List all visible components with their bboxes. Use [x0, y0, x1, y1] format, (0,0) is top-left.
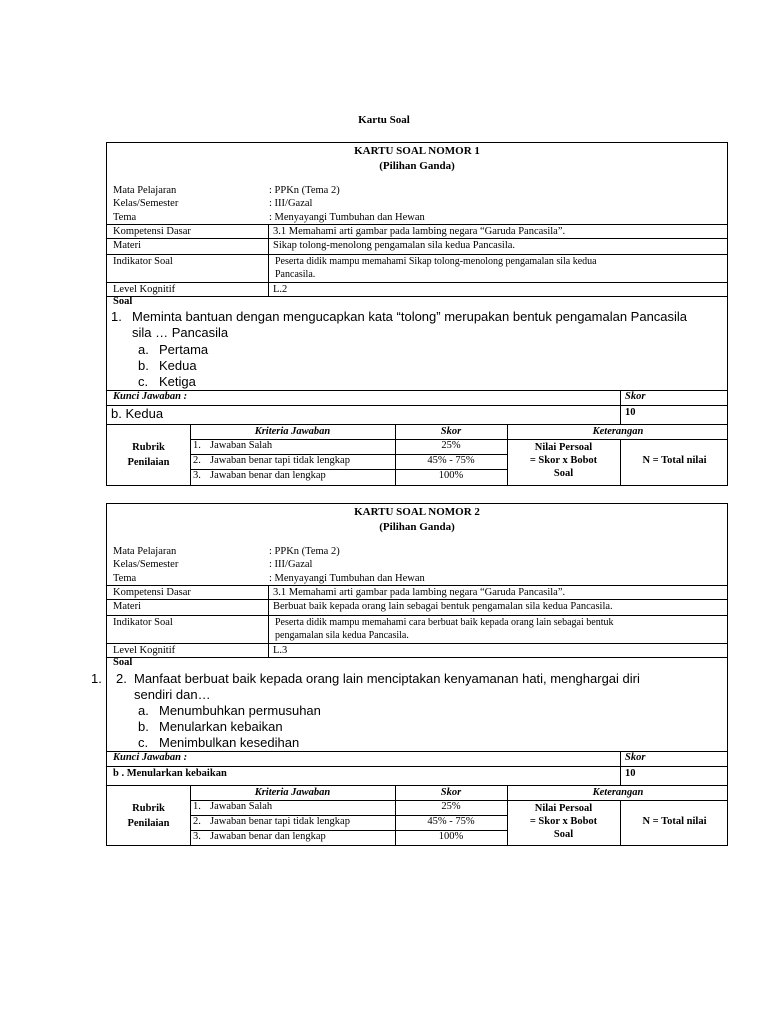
tema-label: Tema	[113, 212, 137, 223]
kriteria-text: Jawaban Salah	[210, 801, 273, 812]
skor-label: Skor	[625, 391, 646, 402]
option-letter: c.	[138, 374, 149, 389]
card-heading: KARTU SOAL NOMOR 1	[354, 145, 480, 157]
kunci-value: b. Kedua	[111, 406, 164, 421]
option-text: Pertama	[159, 342, 209, 357]
materi-label: Materi	[113, 240, 141, 251]
soal-label: Soal	[113, 657, 133, 668]
kriteria-no: 2.	[193, 816, 201, 827]
option-text: Ketiga	[159, 374, 196, 389]
document-title: Kartu Soal	[358, 114, 410, 126]
rubrik-label	[107, 440, 190, 470]
kriteria-skor-2: 45% - 75%	[427, 816, 475, 827]
option-c	[138, 374, 196, 389]
kriteria-header: Kriteria Jawaban	[254, 426, 331, 437]
kelas-label: Kelas/Semester	[113, 198, 179, 209]
skor-header: Skor	[440, 787, 462, 798]
level-value: L.2	[273, 284, 288, 295]
indikator-line-2: Pancasila.	[275, 269, 316, 280]
indikator-line-1: Peserta didik mampu memahami Sikap tolong-menolong pengamalan sila kedua	[275, 256, 597, 267]
option-text: Menularkan kebaikan	[159, 719, 283, 734]
question-text-line-2: sila … Pancasila	[132, 325, 229, 340]
option-c	[138, 735, 300, 750]
kunci-label: Kunci Jawaban :	[113, 752, 188, 763]
nilai-line-3: Soal	[553, 829, 574, 840]
kriteria-row-2	[193, 455, 350, 466]
nilai-line-1: Nilai Persoal	[534, 442, 593, 453]
rubrik-label-line-1: Rubrik	[132, 442, 165, 453]
kelas-label: Kelas/Semester	[113, 559, 179, 570]
outer-list-number: 1.	[91, 671, 102, 686]
kriteria-header: Kriteria Jawaban	[254, 787, 331, 798]
mapel-label: Mata Pelajaran	[113, 546, 177, 557]
option-letter: b.	[138, 358, 149, 373]
kriteria-no: 1.	[193, 801, 201, 812]
kunci-value: b . Menularkan kebaikan	[113, 768, 227, 779]
mapel-value: : PPKn (Tema 2)	[269, 185, 340, 196]
keterangan-header: Keterangan	[592, 426, 644, 437]
mapel-label: Mata Pelajaran	[113, 185, 177, 196]
option-b	[138, 358, 197, 373]
indikator-label: Indikator Soal	[113, 617, 173, 628]
kriteria-row-1	[193, 440, 273, 451]
option-a	[138, 342, 209, 357]
question-number: 1.	[111, 309, 122, 324]
kriteria-row-2	[193, 816, 350, 827]
tema-value: : Menyayangi Tumbuhan dan Hewan	[269, 573, 425, 584]
rubrik-label-line-1: Rubrik	[132, 803, 165, 814]
soal-label: Soal	[113, 296, 133, 307]
option-text: Menumbuhkan permusuhan	[159, 703, 321, 718]
materi-value: Berbuat baik kepada orang lain sebagai bentuk pengamalan sila kedua Pancasila.	[273, 601, 613, 612]
kriteria-row-3	[193, 831, 326, 842]
tema-value: : Menyayangi Tumbuhan dan Hewan	[269, 212, 425, 223]
kriteria-row-1	[193, 801, 273, 812]
kd-label: Kompetensi Dasar	[113, 226, 191, 237]
option-letter: b.	[138, 719, 149, 734]
kd-value: 3.1 Memahami arti gambar pada lambing negara “Garuda Pancasila”.	[273, 587, 566, 598]
option-text: Menimbulkan kesedihan	[159, 735, 300, 750]
kriteria-no: 3.	[193, 470, 201, 481]
kriteria-no: 1.	[193, 440, 201, 451]
rubrik-label-line-2: Penilaian	[127, 818, 170, 829]
question-text-line-1: Meminta bantuan dengan mengucapkan kata “tolong” merupakan bentuk pengamalan Pancasila	[132, 309, 688, 324]
kriteria-row-3	[193, 470, 326, 481]
kriteria-skor-2: 45% - 75%	[427, 455, 475, 466]
option-a	[138, 703, 321, 718]
rubrik-label-line-2: Penilaian	[127, 457, 170, 468]
rubrik-label	[107, 801, 190, 831]
materi-value: Sikap tolong-menolong pengamalan sila kedua Pancasila.	[273, 240, 516, 251]
question-card-2	[91, 503, 728, 846]
mapel-value: : PPKn (Tema 2)	[269, 546, 340, 557]
kunci-label: Kunci Jawaban :	[113, 391, 188, 402]
kriteria-no: 3.	[193, 831, 201, 842]
skor-value: 10	[625, 768, 636, 779]
nilai-line-2: = Skor x Bobot	[529, 816, 598, 827]
question-text-line-1: Manfaat berbuat baik kepada orang lain menciptakan kenyamanan hati, menghargai diri	[134, 671, 640, 686]
question-text-line-2: sendiri dan…	[134, 687, 211, 702]
card-heading: KARTU SOAL NOMOR 2	[354, 506, 480, 518]
skor-value: 10	[625, 407, 636, 418]
kelas-value: : III/Gazal	[269, 559, 313, 570]
question-card-1	[106, 142, 728, 486]
level-label: Level Kognitif	[113, 645, 176, 656]
nilai-persoal	[507, 802, 620, 841]
option-letter: a.	[138, 342, 149, 357]
nilai-line-1: Nilai Persoal	[534, 803, 593, 814]
kd-label: Kompetensi Dasar	[113, 587, 191, 598]
nilai-line-2: = Skor x Bobot	[529, 455, 598, 466]
materi-label: Materi	[113, 601, 141, 612]
kriteria-skor-1: 25%	[441, 801, 461, 812]
nilai-persoal	[507, 441, 620, 480]
kriteria-no: 2.	[193, 455, 201, 466]
keterangan-header: Keterangan	[592, 787, 644, 798]
indikator-label: Indikator Soal	[113, 256, 173, 267]
skor-header: Skor	[440, 426, 462, 437]
kriteria-skor-3: 100%	[438, 470, 464, 481]
option-b	[138, 719, 283, 734]
option-text: Kedua	[159, 358, 197, 373]
indikator-line-1: Peserta didik mampu memahami cara berbuat baik kepada orang lain sebagai bentuk	[275, 617, 614, 628]
kriteria-text: Jawaban benar dan lengkap	[210, 470, 326, 481]
kriteria-skor-1: 25%	[441, 440, 461, 451]
card-subheading: (Pilihan Ganda)	[379, 521, 455, 533]
total-nilai: N = Total nilai	[642, 455, 707, 466]
question-number: 2.	[116, 671, 127, 686]
kriteria-text: Jawaban benar tapi tidak lengkap	[210, 816, 350, 827]
option-letter: c.	[138, 735, 149, 750]
card-subheading: (Pilihan Ganda)	[379, 160, 455, 172]
total-nilai: N = Total nilai	[642, 816, 707, 827]
option-letter: a.	[138, 703, 149, 718]
indikator-line-2: pengamalan sila kedua Pancasila.	[275, 630, 409, 641]
kelas-value: : III/Gazal	[269, 198, 313, 209]
kriteria-text: Jawaban benar dan lengkap	[210, 831, 326, 842]
skor-label: Skor	[625, 752, 646, 763]
kd-value: 3.1 Memahami arti gambar pada lambing negara “Garuda Pancasila”.	[273, 226, 566, 237]
kriteria-text: Jawaban Salah	[210, 440, 273, 451]
level-label: Level Kognitif	[113, 284, 176, 295]
nilai-line-3: Soal	[553, 468, 574, 479]
tema-label: Tema	[113, 573, 137, 584]
kriteria-text: Jawaban benar tapi tidak lengkap	[210, 455, 350, 466]
level-value: L.3	[273, 645, 288, 656]
kriteria-skor-3: 100%	[438, 831, 464, 842]
